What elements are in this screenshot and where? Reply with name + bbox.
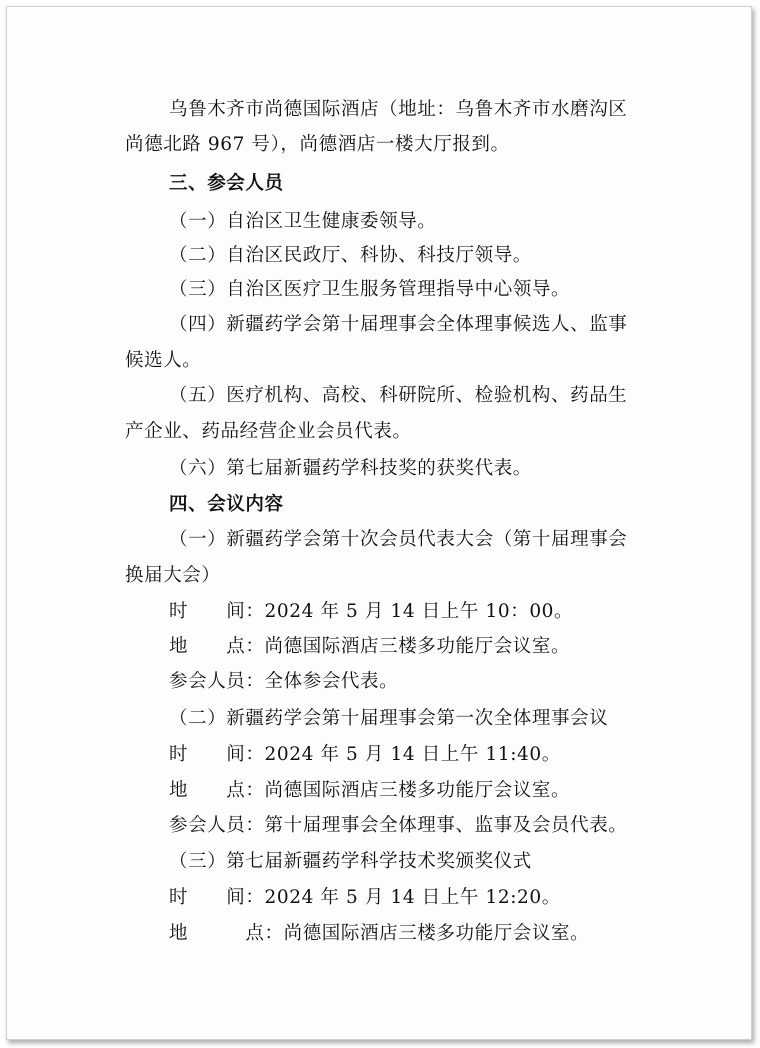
- meeting-1-title-line-1: （一）新疆药学会第十次会员代表大会（第十届理事会: [169, 529, 628, 550]
- attendee-item-4-line-2: 候选人。: [125, 350, 202, 371]
- meeting-2-attendees: 参会人员：第十届理事会全体理事、监事及会员代表。: [169, 815, 628, 836]
- attendee-item-5-line-2: 产企业、药品经营企业会员代表。: [125, 421, 412, 442]
- section-heading-attendees: 三、参会人员: [169, 173, 284, 194]
- attendee-item-2: （二）自治区民政厅、科协、科技厅领导。: [169, 245, 532, 266]
- meeting-2-location: 地 点：尚德国际酒店三楼多功能厅会议室。: [169, 780, 571, 801]
- attendee-item-3: （三）自治区医疗卫生服务管理指导中心领导。: [169, 279, 571, 300]
- meeting-3-title: （三）第七届新疆药学科学技术奖颁奖仪式: [169, 851, 532, 872]
- document-page: [6, 6, 752, 1040]
- meeting-1-time: 时 间：2024 年 5 月 14 日上午 10：00。: [169, 601, 574, 622]
- meeting-2-title: （二）新疆药学会第十届理事会第一次全体理事会议: [169, 708, 609, 729]
- meeting-2-time: 时 间：2024 年 5 月 14 日上午 11:40。: [169, 744, 561, 765]
- meeting-3-time: 时 间：2024 年 5 月 14 日上午 12:20。: [169, 887, 561, 908]
- meeting-3-location: 地 点：尚德国际酒店三楼多功能厅会议室。: [169, 923, 590, 944]
- section-heading-agenda: 四、会议内容: [169, 494, 284, 515]
- attendee-item-5-line-1: （五）医疗机构、高校、科研院所、检验机构、药品生: [169, 385, 628, 406]
- meeting-1-attendees: 参会人员：全体参会代表。: [169, 671, 399, 692]
- meeting-1-title-line-2: 换届大会）: [125, 565, 221, 586]
- address-line-2: 尚德北路 967 号），尚德酒店一楼大厅报到。: [125, 134, 510, 155]
- address-line-1: 乌鲁木齐市尚德国际酒店（地址：乌鲁木齐市水磨沟区: [169, 99, 628, 120]
- attendee-item-4-line-1: （四）新疆药学会第十届理事会全体理事候选人、监事: [169, 314, 628, 335]
- attendee-item-1: （一）自治区卫生健康委领导。: [169, 211, 437, 232]
- attendee-item-6: （六）第七届新疆药学科技奖的获奖代表。: [169, 458, 532, 479]
- meeting-1-location: 地 点：尚德国际酒店三楼多功能厅会议室。: [169, 636, 571, 657]
